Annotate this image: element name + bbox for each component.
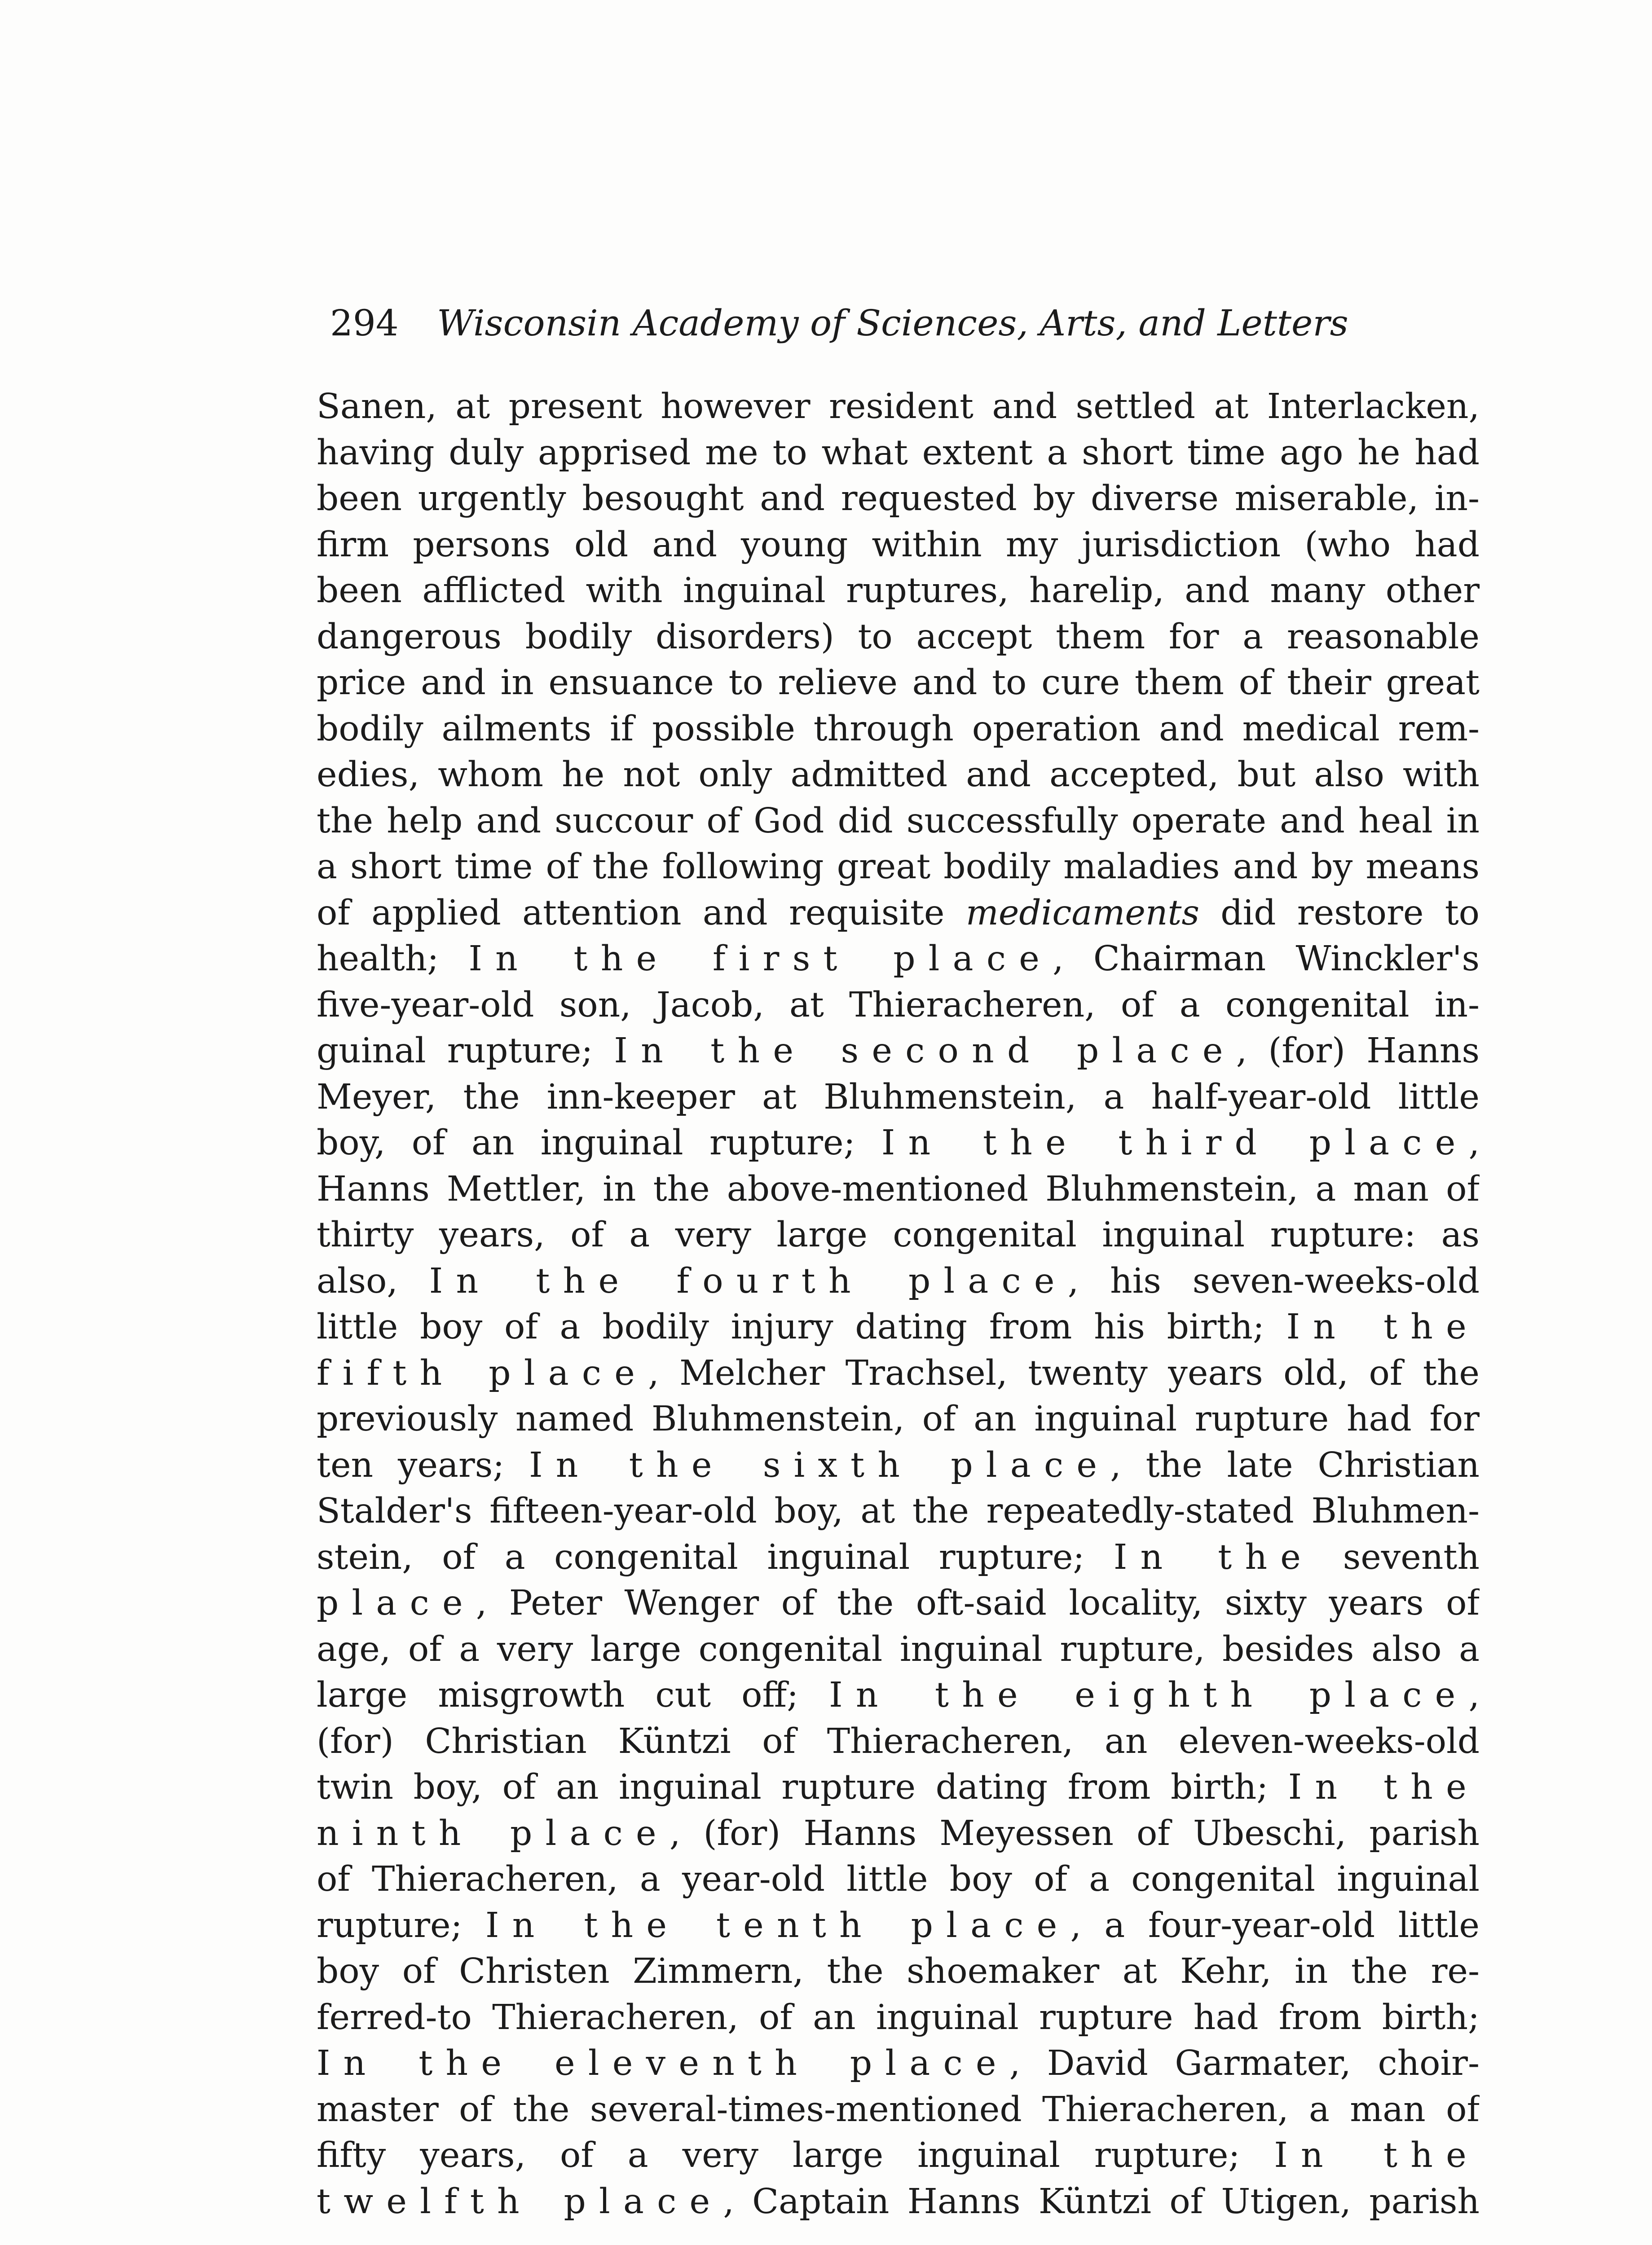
text-line: ninth place, (for) Hanns Meyessen of Ubeschi, parish <box>317 1813 1480 1853</box>
text-line: place, Peter Wenger of the oft-said locality, sixty years of <box>317 1583 1480 1623</box>
text-line: the help and succour of God did successfully operate and heal in <box>317 801 1480 841</box>
text-line: Hanns Mettler, in the above-mentioned Bluhmenstein, a man of <box>317 1169 1480 1209</box>
text-line: fifty years, of a very large inguinal rupture; In the <box>317 2135 1480 2175</box>
text-line: price and in ensuance to relieve and to cure them of their great <box>317 663 1480 703</box>
text-line: boy, of an inguinal rupture; In the third place, <box>317 1123 1480 1163</box>
text-line: been afflicted with inguinal ruptures, harelip, and many other <box>317 571 1480 611</box>
text-line: stein, of a congenital inguinal rupture; In the seventh <box>317 1537 1480 1577</box>
text-line: Sanen, at present however resident and settled at Interlacken, <box>317 387 1480 427</box>
text-line: boy of Christen Zimmern, the shoemaker at Kehr, in the re- <box>317 1951 1480 1991</box>
text-line: ferred-to Thieracheren, of an inguinal rupture had from birth; <box>317 1997 1480 2038</box>
text-line: Meyer, the inn-keeper at Bluhmenstein, a half-year-old little <box>317 1077 1480 1117</box>
text-line: master of the several-times-mentioned Thieracheren, a man of <box>317 2089 1480 2130</box>
text-line: bodily ailments if possible through operation and medical rem- <box>317 709 1480 749</box>
text-line: fifth place, Melcher Trachsel, twenty years old, of the <box>317 1353 1480 1393</box>
text-line: health; In the first place, Chairman Winckler's <box>317 939 1480 979</box>
text-line: (for) Christian Küntzi of Thieracheren, an eleven-weeks-old <box>317 1721 1480 1761</box>
text-line: In the eleventh place, David Garmater, choir- <box>317 2043 1480 2083</box>
text-line: of Thieracheren, a year-old little boy of a congenital inguinal <box>317 1859 1480 1899</box>
text-line: edies, whom he not only admitted and accepted, but also with <box>317 755 1480 795</box>
text-line: guinal rupture; In the second place, (for) Hanns <box>317 1031 1480 1071</box>
text-line: been urgently besought and requested by diverse miserable, in- <box>317 479 1480 519</box>
body-text <box>317 384 1480 2225</box>
running-head <box>330 292 1480 355</box>
text-line: Stalder's fifteen-year-old boy, at the repeatedly-stated Bluhmen- <box>317 1491 1480 1531</box>
text-line: twelfth place, Captain Hanns Küntzi of Utigen, parish <box>317 2181 1480 2222</box>
text-line: a short time of the following great bodily maladies and by means <box>317 847 1480 887</box>
text-line: rupture; In the tenth place, a four-year-old little <box>317 1905 1480 1946</box>
text-line: also, In the fourth place, his seven-weeks-old <box>317 1261 1480 1301</box>
journal-title: Wisconsin Academy of Sciences, Arts, and Letters <box>437 302 1348 344</box>
text-line: thirty years, of a very large congenital inguinal rupture: as <box>317 1215 1480 1255</box>
text-line: previously named Bluhmenstein, of an inguinal rupture had for <box>317 1399 1480 1439</box>
text-line: large misgrowth cut off; In the eighth place, <box>317 1675 1480 1715</box>
text-line: having duly apprised me to what extent a short time ago he had <box>317 432 1480 473</box>
text-line: ten years; In the sixth place, the late Christian <box>317 1445 1480 1485</box>
text-line: dangerous bodily disorders) to accept them for a reasonable <box>317 616 1480 657</box>
text-line: age, of a very large congenital inguinal rupture, besides also a <box>317 1629 1480 1669</box>
text-line: five-year-old son, Jacob, at Thieracheren, of a congenital in- <box>317 985 1480 1025</box>
page-number: 294 <box>330 302 399 344</box>
text-line: firm persons old and young within my jurisdiction (who had <box>317 524 1480 565</box>
text-line: twin boy, of an inguinal rupture dating from birth; In the <box>317 1767 1480 1807</box>
text-line: of applied attention and requisite medicaments did restore to <box>317 893 1480 933</box>
text-line: little boy of a bodily injury dating from his birth; In the <box>317 1307 1480 1347</box>
